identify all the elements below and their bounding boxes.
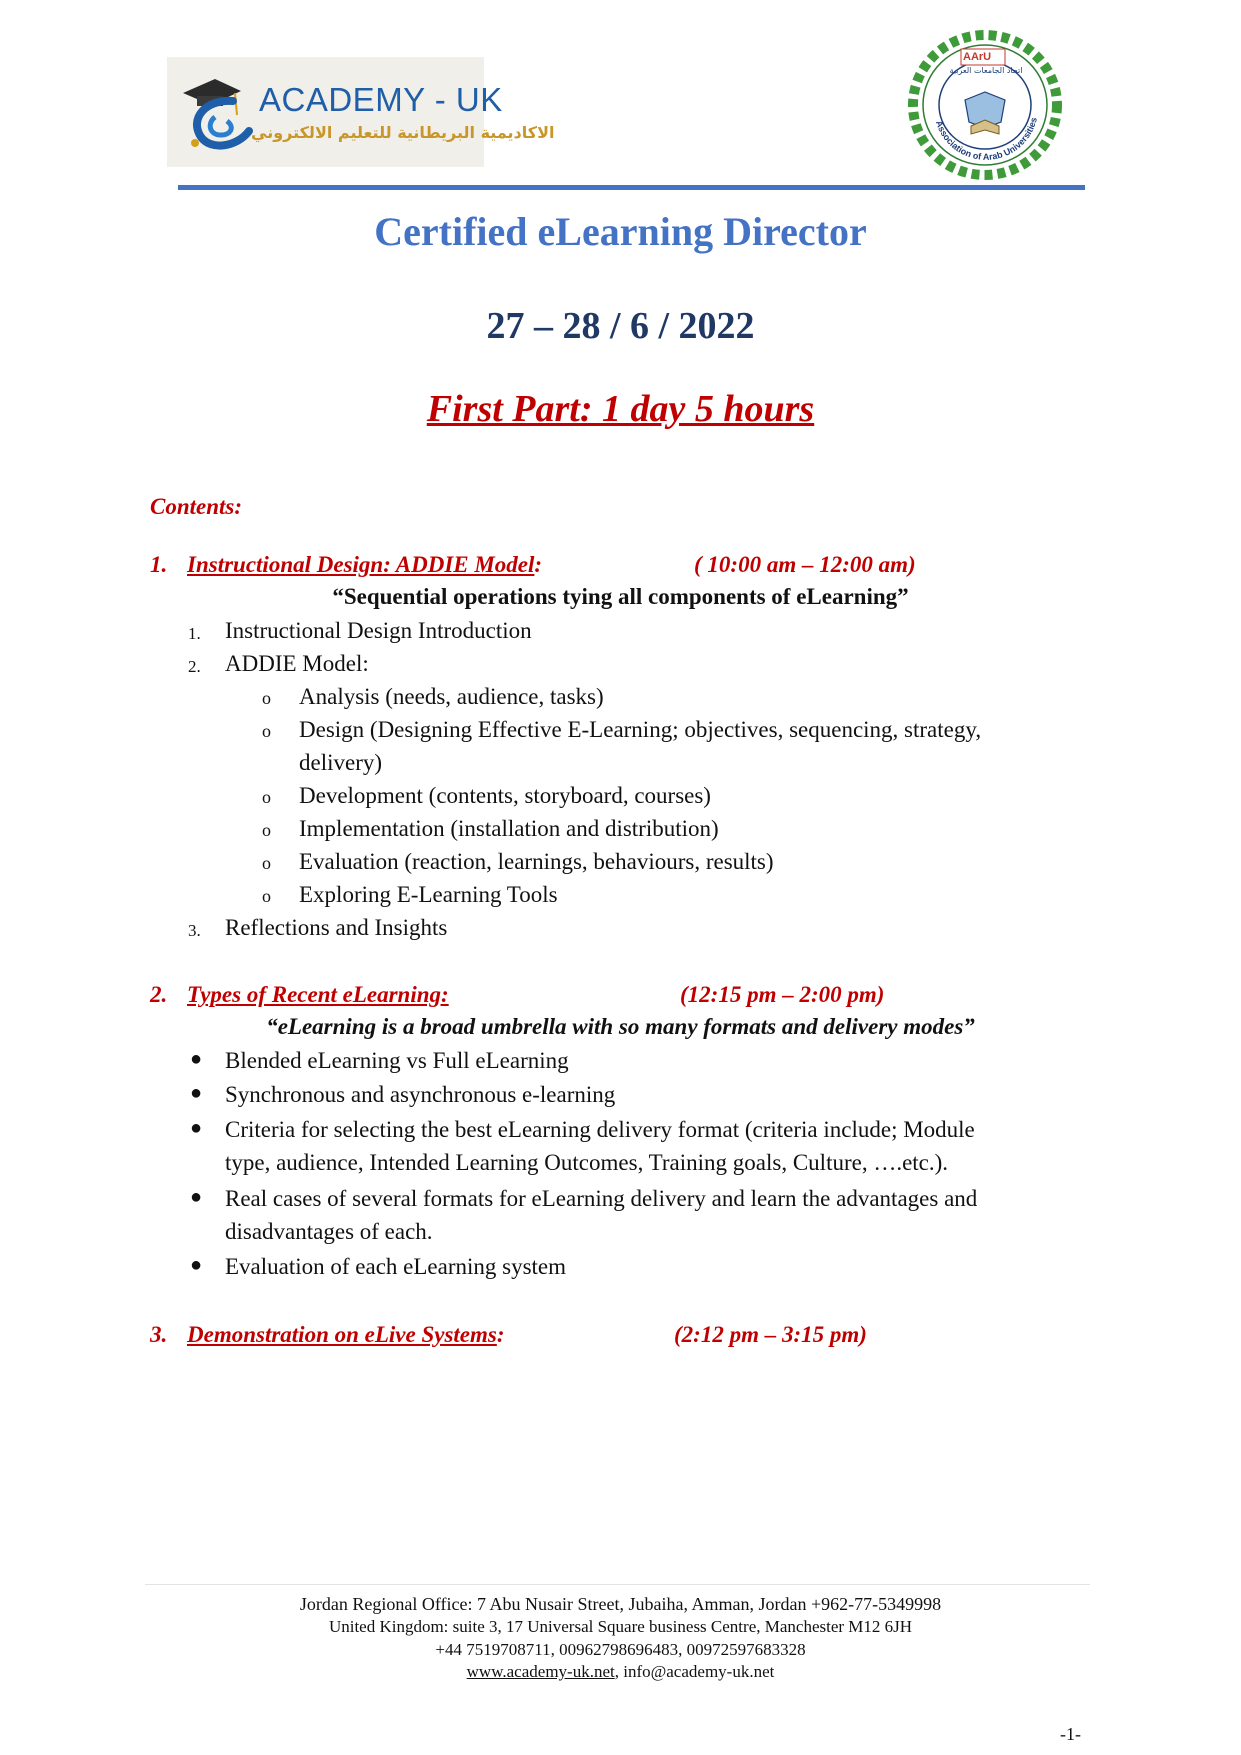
course-date: 27 – 28 / 6 / 2022 [486, 305, 755, 347]
bullet-icon: ● [190, 1117, 203, 1139]
bullet-item: Evaluation of each eLearning system [225, 1254, 567, 1279]
bullet-icon: ● [190, 1082, 203, 1104]
section-2-quote: “eLearning is a broad umbrella with so many formats and delivery modes” [266, 1014, 975, 1039]
section-time: ( 10:00 am – 12:00 am) [694, 552, 916, 577]
sub-list-item: Design (Designing Effective E-Learning; objectives, sequencing, strategy, [299, 717, 982, 742]
sub-list-item: Exploring E-Learning Tools [299, 882, 558, 907]
section-time: (2:12 pm – 3:15 pm) [674, 1322, 867, 1347]
bullet-item: Synchronous and asynchronous e-learning [225, 1082, 616, 1107]
academy-uk-logo [167, 57, 555, 167]
bullet-item: Real cases of several formats for eLearning delivery and learn the advantages and [225, 1186, 978, 1211]
sub-list-item: Analysis (needs, audience, tasks) [299, 684, 604, 709]
footer-divider [145, 1584, 1090, 1585]
aaru-abbr: AArU [963, 51, 992, 63]
sub-marker: o [262, 886, 271, 906]
page-number: -1- [1060, 1724, 1081, 1744]
item-marker: 3. [188, 921, 201, 940]
section-1-quote: “Sequential operations tying all components of eLearning” [332, 584, 909, 609]
section-1-heading [0, 552, 1241, 582]
item-marker: 1. [188, 624, 201, 643]
website-link[interactable]: www.academy-uk.net [466, 1662, 615, 1681]
section-title: Types of Recent eLearning: [187, 982, 449, 1007]
footer-contacts [0, 1662, 1241, 1682]
bullet-item-continued: disadvantages of each. [225, 1219, 433, 1244]
sub-marker: o [262, 853, 271, 873]
aaru-arabic: اتحاد الجامعات العربية [949, 66, 1023, 75]
section-2-heading [0, 982, 1241, 1012]
aaru-logo [905, 30, 1065, 180]
academy-arabic-text: الاكاديمية البريطانية للتعليم الالكتروني [251, 123, 555, 142]
sub-marker: o [262, 820, 271, 840]
section-number: 2. [150, 982, 168, 1007]
contents-label: Contents: [150, 494, 243, 519]
list-item: ADDIE Model: [225, 651, 369, 676]
academy-brand-text: ACADEMY - UK [259, 81, 503, 118]
section-3-heading [0, 1322, 1241, 1352]
email-text: , info@academy-uk.net [614, 1662, 775, 1681]
bullet-icon: ● [190, 1186, 203, 1208]
item-marker: 2. [188, 657, 201, 676]
sub-list-item: Development (contents, storyboard, courses) [299, 783, 711, 808]
sub-marker: o [262, 721, 271, 741]
sub-list-item: Evaluation (reaction, learnings, behaviours, results) [299, 849, 774, 874]
footer-phones: +44 7519708711, 00962798696483, 00972597683328 [435, 1640, 806, 1659]
sub-marker: o [262, 787, 271, 807]
bullet-item: Criteria for selecting the best eLearning delivery format (criteria include; Module [225, 1117, 975, 1142]
bullet-icon: ● [190, 1048, 203, 1070]
bullet-icon: ● [190, 1254, 203, 1276]
list-item: Reflections and Insights [225, 915, 448, 940]
section-time: (12:15 pm – 2:00 pm) [680, 982, 885, 1007]
bullet-item-continued: type, audience, Intended Learning Outcomes, Training goals, Culture, ….etc.). [225, 1150, 949, 1175]
footer-uk-office: United Kingdom: suite 3, 17 Universal Square business Centre, Manchester M12 6JH [328, 1617, 913, 1636]
section-number: 1. [150, 552, 168, 577]
list-item: Instructional Design Introduction [225, 618, 532, 643]
header-divider [178, 185, 1085, 190]
graduation-cap-icon [175, 71, 257, 155]
part-heading: First Part: 1 day 5 hours [426, 388, 815, 430]
section-title: Demonstration on eLive Systems: [187, 1322, 505, 1347]
page-title: Certified eLearning Director [374, 209, 867, 254]
sub-list-item: Implementation (installation and distribution) [299, 816, 719, 841]
aaru-ring-text [905, 30, 1065, 180]
sub-list-item-continued: delivery) [299, 750, 383, 775]
bullet-item: Blended eLearning vs Full eLearning [225, 1048, 569, 1073]
section-title: Instructional Design: ADDIE Model: [187, 552, 543, 577]
section-number: 3. [150, 1322, 168, 1347]
sub-marker: o [262, 688, 271, 708]
footer-jordan-office: Jordan Regional Office: 7 Abu Nusair Street, Jubaiha, Amman, Jordan +962-77-5349998 [299, 1594, 942, 1614]
svg-text:Association of Arab Universiti: Association of Arab Universities [933, 116, 1039, 162]
